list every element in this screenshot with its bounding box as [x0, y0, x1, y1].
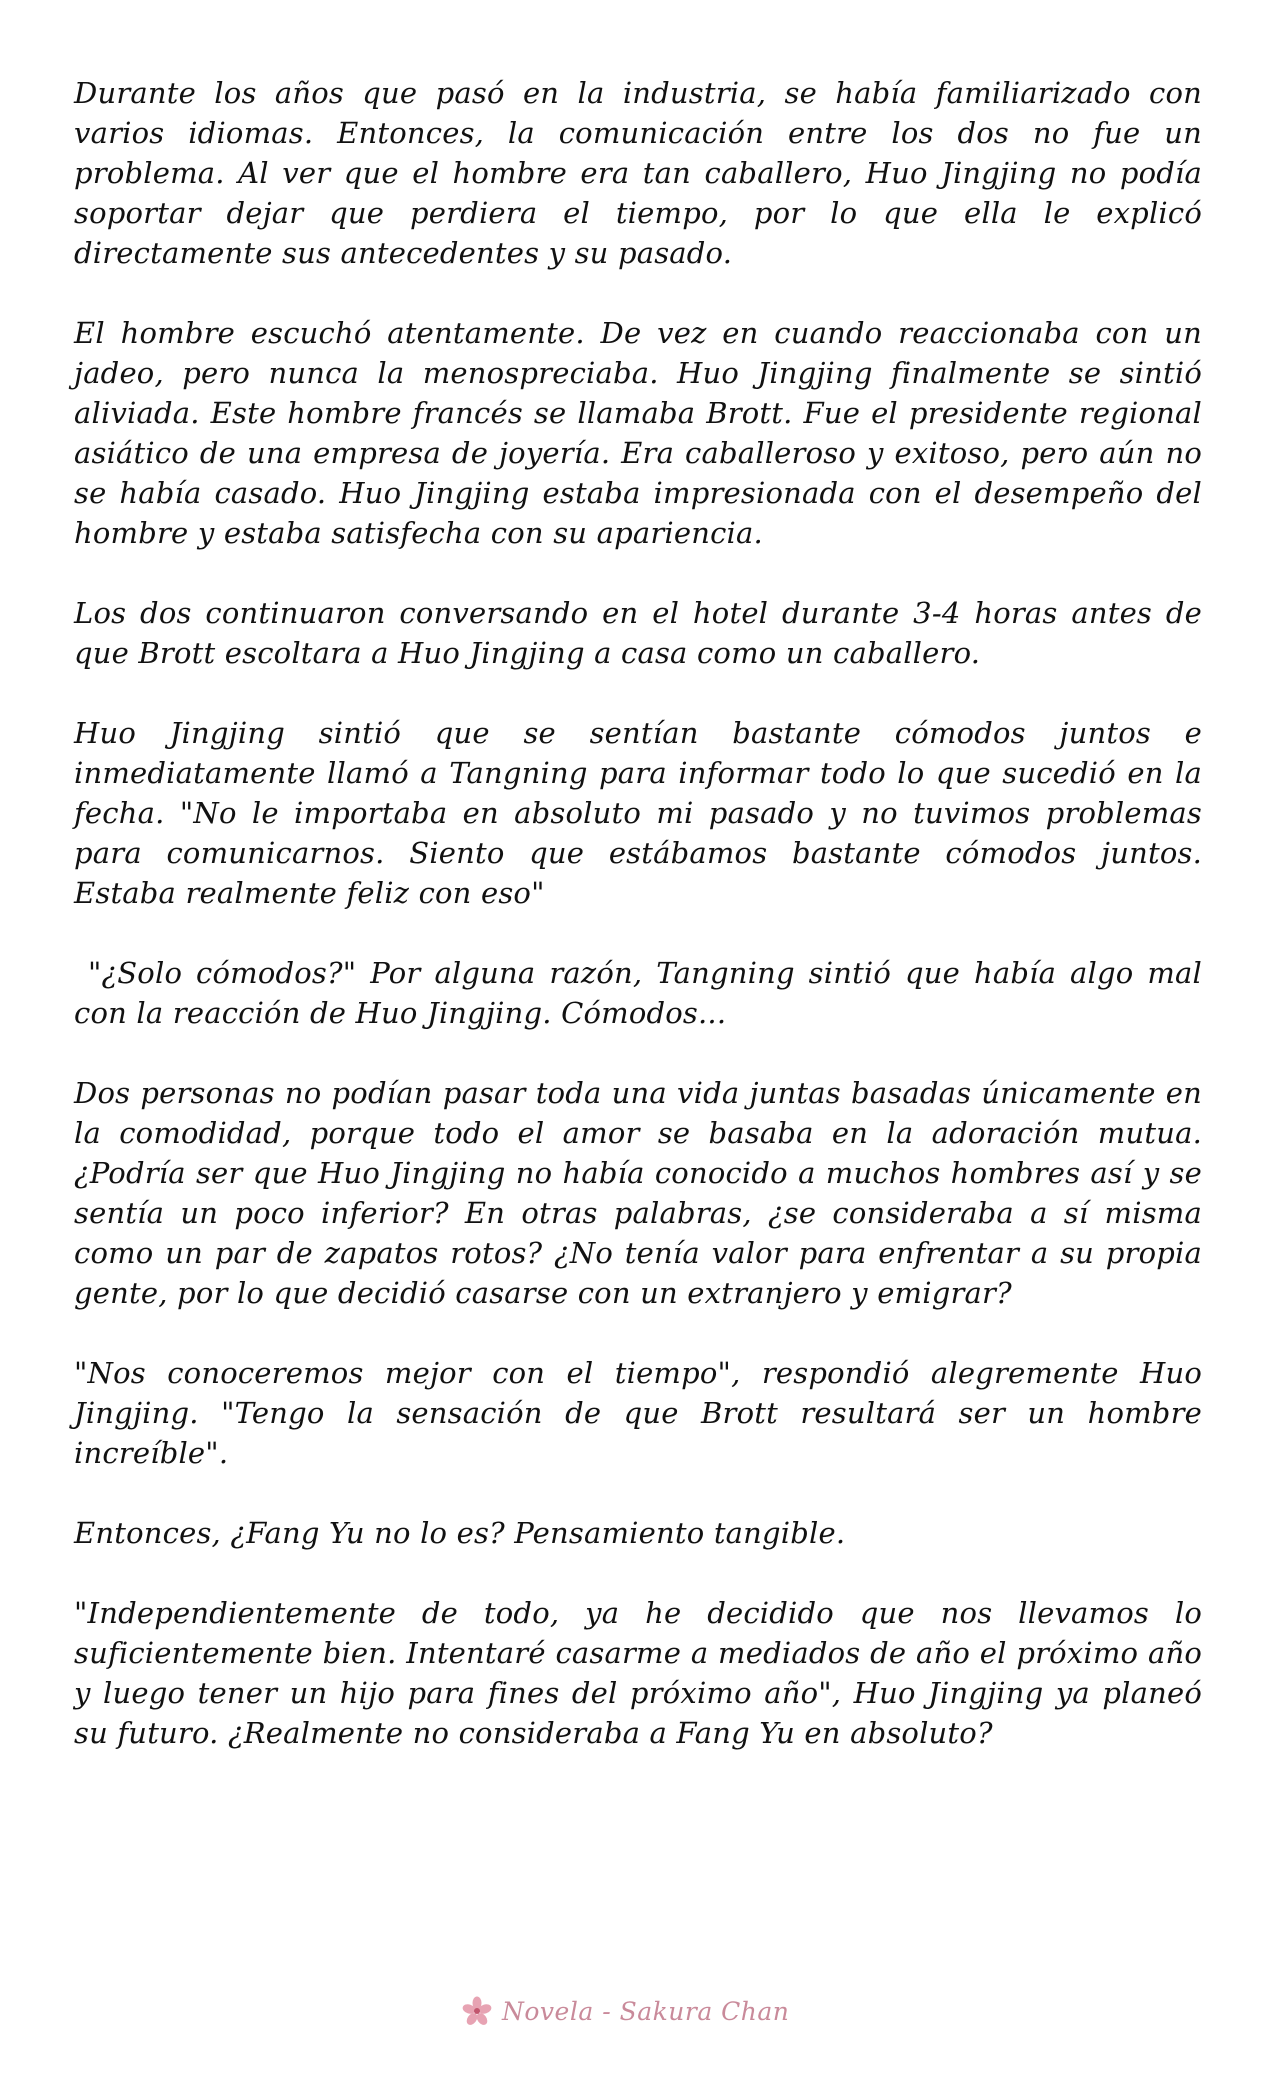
paragraph-1: Durante los años que pasó en la industria, se había familiarizado con varios idiomas. Entonces, la comunicación entre los dos no fue un problema. Al ver que el hombre era tan caballero, Huo Jingjing no podía soportar dejar que perdiera el tiempo, por lo que ella le explicó directamente sus antecedentes y su pasado. [74, 76, 1202, 270]
watermark [460, 1988, 840, 2034]
document-body [74, 73, 1212, 1753]
paragraph-4: Huo Jingjing sintió que se sentían bastante cómodos juntos e inmediatamente llamó a Tangning para informar todo lo que sucedió en la fecha. "No le importaba en absoluto mi pasado y no tuvimos problemas para comunicarnos. Siento que estábamos bastante cómodos juntos. Estaba realmente feliz con eso" [74, 716, 1202, 910]
sakura-flower-icon [460, 1994, 494, 2028]
paragraph-9: "Independientemente de todo, ya he decidido que nos llevamos lo suficientemente bien. Intentaré casarme a mediados de año el próximo año y luego tener un hijo para fines del próximo año", Huo Jingjing ya planeó su futuro. ¿Realmente no consideraba a Fang Yu en absoluto? [74, 1596, 1202, 1750]
paragraph-2: El hombre escuchó atentamente. De vez en cuando reaccionaba con un jadeo, pero nunca la menospreciaba. Huo Jingjing finalmente se sintió aliviada. Este hombre francés se llamaba Brott. Fue el presidente regional asiático de una empresa de joyería. Era caballeroso y exitoso, pero aún no se había casado. Huo Jingjing estaba impresionada con el desempeño del hombre y estaba satisfecha con su apariencia. [74, 316, 1202, 550]
paragraph-7: "Nos conoceremos mejor con el tiempo", respondió alegremente Huo Jingjing. "Tengo la sensación de que Brott resultará ser un hombre increíble". [74, 1356, 1202, 1470]
paragraph-8: Entonces, ¿Fang Yu no lo es? Pensamiento tangible. [74, 1516, 846, 1550]
paragraph-6: Dos personas no podían pasar toda una vida juntas basadas únicamente en la comodidad, porque todo el amor se basaba en la adoración mutua. ¿Podría ser que Huo Jingjing no había conocido a muchos hombres así y se sentía un poco inferior? En otras palabras, ¿se consideraba a sí misma como un par de zapatos rotos? ¿No tenía valor para enfrentar a su propia gente, por lo que decidió casarse con un extranjero y emigrar? [74, 1076, 1202, 1310]
paragraph-3: Los dos continuaron conversando en el hotel durante 3-4 horas antes de que Brott escoltara a Huo Jingjing a casa como un caballero. [74, 596, 1202, 670]
watermark-text: Novela - Sakura Chan [502, 1996, 790, 2026]
paragraph-5: "¿Solo cómodos?" Por alguna razón, Tangning sintió que había algo mal con la reacción de Huo Jingjing. Cómodos... [74, 956, 1212, 1030]
